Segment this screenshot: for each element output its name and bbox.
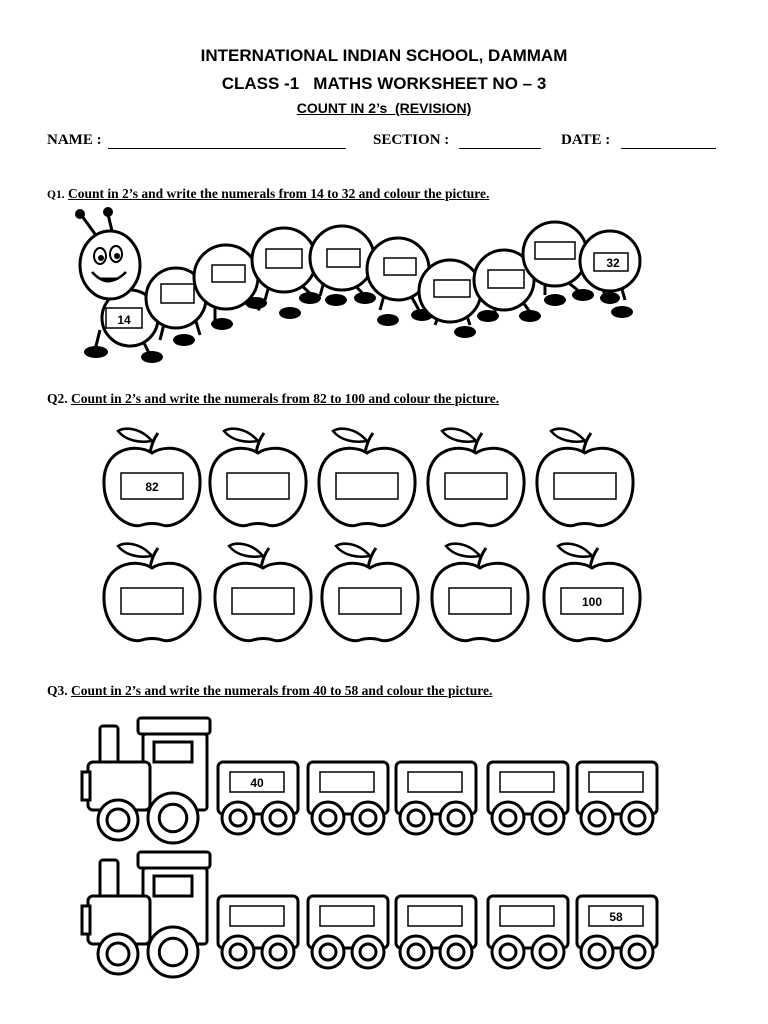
train-car [396, 896, 476, 968]
train-car [396, 762, 476, 834]
apple-box-6[interactable] [121, 588, 183, 614]
apple-7 [215, 544, 311, 641]
apple-leaf [118, 544, 152, 557]
train-car [577, 762, 657, 834]
car-wheel-hub [320, 810, 336, 826]
caterpillar-box-1-value: 14 [117, 313, 131, 327]
car-wheel-hub [629, 944, 645, 960]
car-wheel-hub [540, 810, 556, 826]
apple-box-2[interactable] [227, 473, 289, 499]
chimney [100, 860, 118, 900]
train-box-1-value: 40 [250, 776, 264, 790]
car-wheel-hub [500, 944, 516, 960]
caterpillar-box-3[interactable] [212, 265, 245, 282]
date-blank[interactable] [621, 148, 716, 149]
train-car [308, 762, 388, 834]
apple-1 [104, 429, 200, 526]
apple-leaf [333, 429, 367, 442]
train-1 [82, 718, 657, 843]
train-car [308, 896, 388, 968]
car-wheel-hub [320, 944, 336, 960]
car-wheel-hub [408, 810, 424, 826]
train-car [488, 896, 568, 968]
train-box-3[interactable] [408, 772, 462, 792]
car-wheel-hub [589, 944, 605, 960]
caterpillar-picture [0, 200, 768, 380]
apples-picture [0, 420, 768, 650]
apple-leaf [558, 544, 592, 557]
apple-box-8[interactable] [339, 588, 401, 614]
engine-wheel-hub [107, 809, 129, 831]
car-wheel-hub [270, 944, 286, 960]
car-wheel-hub [448, 810, 464, 826]
caterpillar-box-10-value: 32 [606, 256, 620, 270]
apple-leaf [551, 429, 585, 442]
apple-8 [322, 544, 418, 641]
apple-box-4[interactable] [445, 473, 507, 499]
train-box-10-value: 58 [609, 910, 623, 924]
apple-leaf [224, 429, 258, 442]
front [82, 906, 90, 934]
train-box-6[interactable] [230, 906, 284, 926]
train-box-4[interactable] [500, 772, 554, 792]
car-wheel-hub [360, 944, 376, 960]
caterpillar-box-2[interactable] [161, 284, 194, 303]
question-3-number: Q3. [47, 683, 68, 698]
car-wheel-hub [270, 810, 286, 826]
section-blank[interactable] [459, 148, 541, 149]
apple-3 [319, 429, 415, 526]
apple-box-1-value: 82 [145, 480, 159, 494]
train-box-9[interactable] [500, 906, 554, 926]
apple-6 [104, 544, 200, 641]
question-1-number: Q1. [47, 189, 65, 201]
train-car [488, 762, 568, 834]
question-2-number: Q2. [47, 391, 68, 406]
apple-leaf [336, 544, 370, 557]
apple-2 [210, 429, 306, 526]
worksheet-subtitle: COUNT IN 2’s (REVISION) [296, 100, 472, 116]
cab-window [154, 742, 192, 762]
section-label: SECTION : [373, 132, 450, 148]
car-wheel-hub [629, 810, 645, 826]
car-wheel-hub [230, 944, 246, 960]
apple-leaf [442, 429, 476, 442]
caterpillar-box-5[interactable] [327, 249, 360, 267]
name-blank[interactable] [108, 148, 346, 149]
cab-window [154, 876, 192, 896]
apple-box-3[interactable] [336, 473, 398, 499]
train-engine [82, 852, 210, 977]
school-name: INTERNATIONAL INDIAN SCHOOL, DAMMAM [200, 46, 568, 65]
train-car [218, 762, 298, 834]
train-box-8[interactable] [408, 906, 462, 926]
apple-leaf [118, 429, 152, 442]
question-1-text: Count in 2’s and write the numerals from 14 to 32 and colour the picture. [67, 186, 490, 201]
apple-5 [537, 429, 633, 526]
car-wheel-hub [408, 944, 424, 960]
train-car [218, 896, 298, 968]
apple-box-5[interactable] [554, 473, 616, 499]
train-engine [82, 718, 210, 843]
train-2 [82, 852, 657, 977]
trains-picture [0, 712, 768, 982]
name-label: NAME : [47, 132, 102, 148]
apple-box-10-value: 100 [581, 595, 603, 609]
car-wheel-hub [360, 810, 376, 826]
train-car [577, 896, 657, 968]
engine-wheel-hub [159, 804, 187, 832]
car-wheel-hub [448, 944, 464, 960]
caterpillar-box-8[interactable] [488, 270, 524, 288]
question-3 [47, 683, 492, 699]
caterpillar-box-4[interactable] [266, 249, 302, 268]
train-box-2[interactable] [320, 772, 374, 792]
apple-box-7[interactable] [232, 588, 294, 614]
date-label: DATE : [561, 132, 611, 148]
apple-leaf [446, 544, 480, 557]
apple-4 [428, 429, 524, 526]
question-2-text: Count in 2’s and write the numerals from 82 to 100 and colour the picture. [71, 391, 500, 406]
cab-roof [138, 852, 210, 868]
car-wheel-hub [589, 810, 605, 826]
front [82, 772, 90, 800]
engine-wheel-hub [159, 938, 187, 966]
car-wheel-hub [540, 944, 556, 960]
train-box-5[interactable] [589, 772, 643, 792]
chimney [100, 726, 118, 766]
caterpillar-box-6[interactable] [384, 258, 416, 275]
apple-9 [432, 544, 528, 641]
apple-10 [544, 544, 640, 641]
car-wheel-hub [230, 810, 246, 826]
apple-leaf [229, 544, 263, 557]
worksheet-title: CLASS -1 MATHS WORKSHEET NO – 3 [221, 74, 547, 93]
engine-wheel-hub [107, 943, 129, 965]
cab-roof [138, 718, 210, 734]
question-3-text: Count in 2’s and write the numerals from 40 to 58 and colour the picture. [71, 683, 493, 698]
train-box-7[interactable] [320, 906, 374, 926]
caterpillar-box-9[interactable] [535, 242, 575, 259]
caterpillar-box-7[interactable] [434, 280, 470, 297]
car-wheel-hub [500, 810, 516, 826]
question-2 [47, 391, 499, 407]
apple-box-9[interactable] [449, 588, 511, 614]
